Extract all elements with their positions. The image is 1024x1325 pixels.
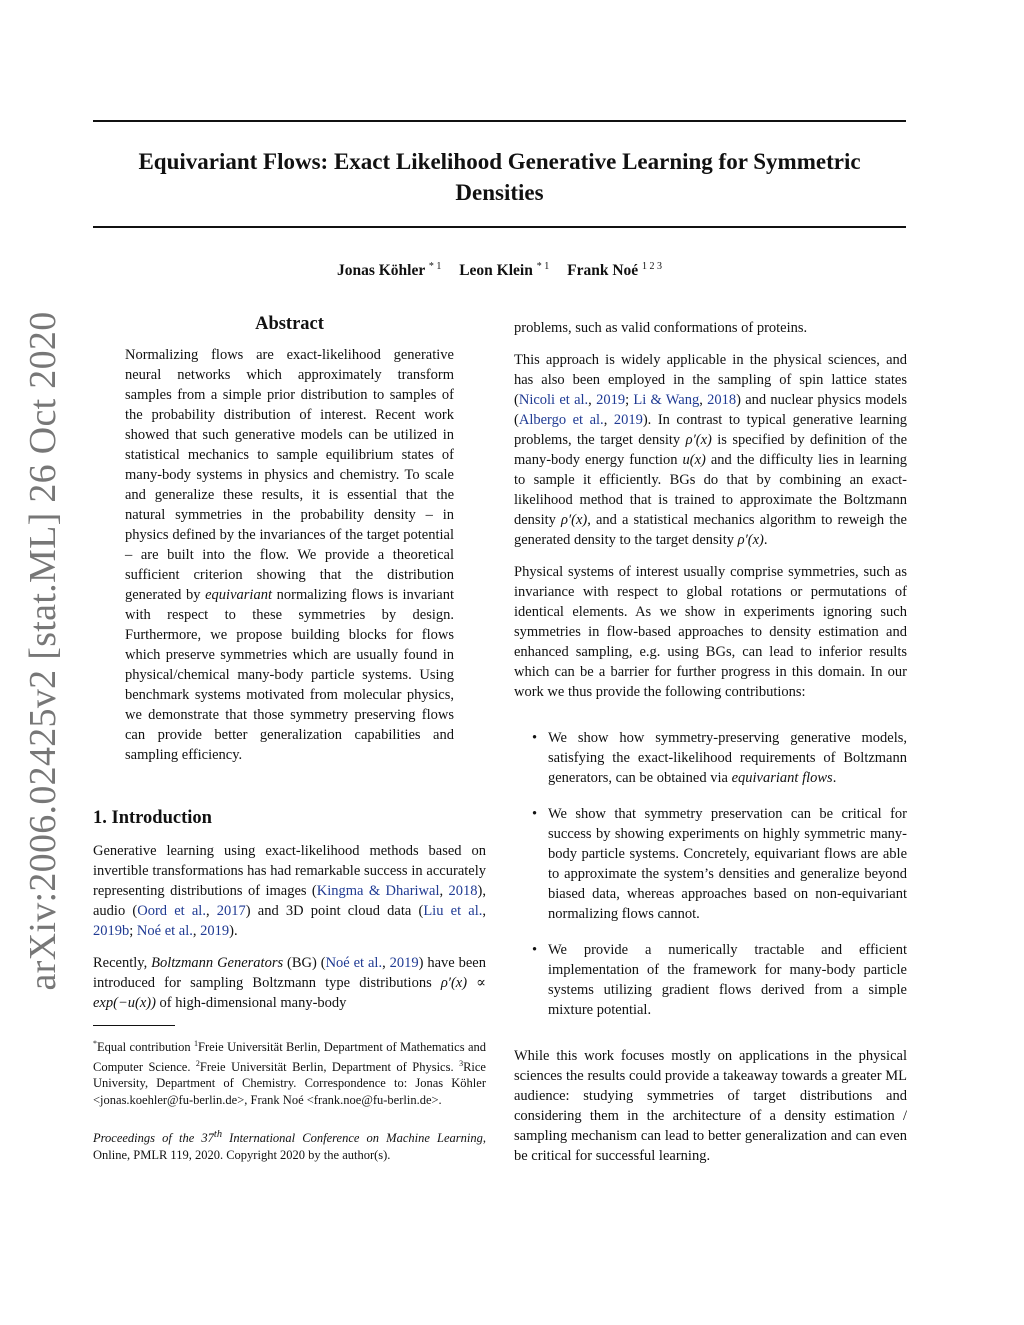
intro-paragraph-5: While this work focuses mostly on applications in the physical sciences the results could provide a takeaway towards a greater ML audience: studying symmetries of target distributions and considering them in the architecture of a density estimation / sampling mechanism can lead to better generalization and can even be critical for successful learning. [514,1048,907,1164]
paper-title: Equivariant Flows: Exact Likelihood Generative Learning for Symmetric Densities [138,149,861,205]
citation-year-link[interactable]: 2019b [93,923,130,939]
bullet-icon: • [532,942,538,958]
citation-year-link[interactable]: 2017 [216,903,246,919]
citation-year-link[interactable]: 2019 [613,412,643,428]
citation-link[interactable]: Oord et al. [137,903,206,919]
list-item: • We show that symmetry preservation can be critical for success by showing experiments on highly symmetric many-body particle systems. Concretely, equivariant flows are able to approximate the system’s densities and generalize beyond biased data, whereas approaches based on non-equivariant normalizing flows cannot. [532,806,907,922]
citation-year-link[interactable]: 2019 [389,955,419,971]
citation-link[interactable]: Albergo et al. [518,412,604,428]
proceedings-note: Proceedings of the 37th International Conference on Machine Learning, Online, PMLR 119, 2020. Copyright 2020 by the author(s). [93,1129,487,1162]
bullet-icon: • [532,806,538,822]
footnote: *Equal contribution $^1$Freie Universität Berlin, Department of Mathematics and Computer Science. $^2$Freie Universität Berlin, Department of Physics. $^3$Rice University, Department of Chemistry. Correspondence to: Jonas Köhler <jonas.koehler@fu-berlin.de>, Frank Noé <frank.noe@fu-berlin.de>. [93,1039,486,1107]
section-heading-introduction: 1. Introduction [93,808,212,828]
contributions-list [514,728,907,1020]
footnote-rule [93,1025,175,1026]
math-expression: ρ′(x) ∝ exp(−u(x)) [93,975,486,1011]
intro-paragraph-1: Generative learning using exact-likelihood methods based on invertible transformations has had remarkable success in accurately representing distributions of images (Kingma & Dhariwal, 2018), audio (Oord et al., 2017) and 3D point cloud data (Liu et al., 2019b; Noé et al., 2019). [93,843,486,939]
citation-link[interactable]: Noé et al. [325,955,383,971]
author: Leon Klein $^{* 1}$ [459,261,550,280]
math-expression: ρ′(x) [560,512,588,528]
author: Jonas Köhler $^{* 1}$ [336,261,442,280]
abstract-heading: Abstract [255,314,324,334]
citation-link[interactable]: Li & Wang [633,392,700,408]
math-expression: ρ′(x) [737,532,764,548]
citation-link[interactable]: Noé et al. [136,923,193,939]
math-expression: ρ′(x) [685,432,712,448]
citation-year-link[interactable]: 2018 [448,883,478,899]
math-expression: u(x) [682,452,706,468]
title-rule-bottom [93,226,906,228]
arxiv-identifier: arXiv:2006.02425v2 [stat.ML] 26 Oct 2020 [22,311,64,991]
title-rule-top [93,120,906,122]
citation-link[interactable]: Nicoli et al. [518,392,589,408]
abstract-text: Normalizing flows are exact-likelihood generative neural networks which approximately transform samples from a simple prior distribution to samples of the probability distribution of interest. Recent work showed that such generative models can be utilized in statistical mechanics to sample equilibrium states of many-body systems in physics and chemistry. To scale and generalize these results, it is essential that the natural symmetries in the probability density – in physics defined by the invariances of the target potential – are built into the flow. We provide a theoretical sufficient criterion showing that the distribution generated by equivariant normalizing flows is invariant with respect to these symmetries by design. Furthermore, we propose building blocks for flows which preserve symmetries which are usually found in physical/chemical many-body particle systems. Using benchmark systems motivated from molecular physics, we demonstrate that those symmetry preserving flows can provide better generalization capabilities and sampling efficiency. [125,347,455,763]
citation-link[interactable]: Kingma & Dhariwal [316,883,440,899]
intro-paragraph-continued: problems, such as valid conformations of proteins. [514,320,808,336]
left-column [93,314,486,1163]
arxiv-sidebar [0,0,90,1325]
list-item: • We provide a numerically tractable and efficient implementation of the framework for many-body particle systems utilizing gradient flows derived from a simple mixture potential. [532,942,907,1018]
intro-paragraph-4: Physical systems of interest usually comprise symmetries, such as invariance with respect to global rotations or permutations of identical elements. As we show in experiments ignoring such symmetries in flow-based approaches to density estimation and enhanced sampling, e.g. using BGs, can lead to inferior results which can be a barrier for further progress in this domain. In our work we thus provide the following contributions: [514,564,907,700]
intro-paragraph-2: Recently, Boltzmann Generators (BG) (Noé et al., 2019) have been introduced for sampling Boltzmann type distributions ρ′(x) ∝ exp(−u(x)) of high-dimensional many-body [93,955,486,1011]
citation-link[interactable]: Liu et al. [423,903,483,919]
citation-year-link[interactable]: 2019 [596,392,626,408]
intro-paragraph-3: This approach is widely applicable in the physical sciences, and has also been employed in the sampling of spin lattice states (Nicoli et al., 2019; Li & Wang, 2018) and nuclear physics models (Albergo et al., 2019). In contrast to typical generative learning problems, the target density ρ′(x) is specified by definition of the many-body energy function u(x) and the difficulty lies in learning to sample it efficiently. BGs do that by combining an exact-likelihood method that is trained to approximate the Boltzmann density ρ′(x), and a statistical mechanics algorithm to reweigh the generated density to the target density ρ′(x). [514,352,908,548]
right-column [514,318,907,1166]
author: Frank Noé $^{1 2 3}$ [567,261,663,280]
author-list [93,261,906,280]
citation-year-link[interactable]: 2018 [707,392,737,408]
bullet-icon: • [532,730,538,746]
citation-year-link[interactable]: 2019 [200,923,230,939]
list-item: • We show how symmetry-preserving generative models, satisfying the exact-likelihood requirements of Boltzmann generators, can be obtained via equivariant flows. [532,730,907,786]
